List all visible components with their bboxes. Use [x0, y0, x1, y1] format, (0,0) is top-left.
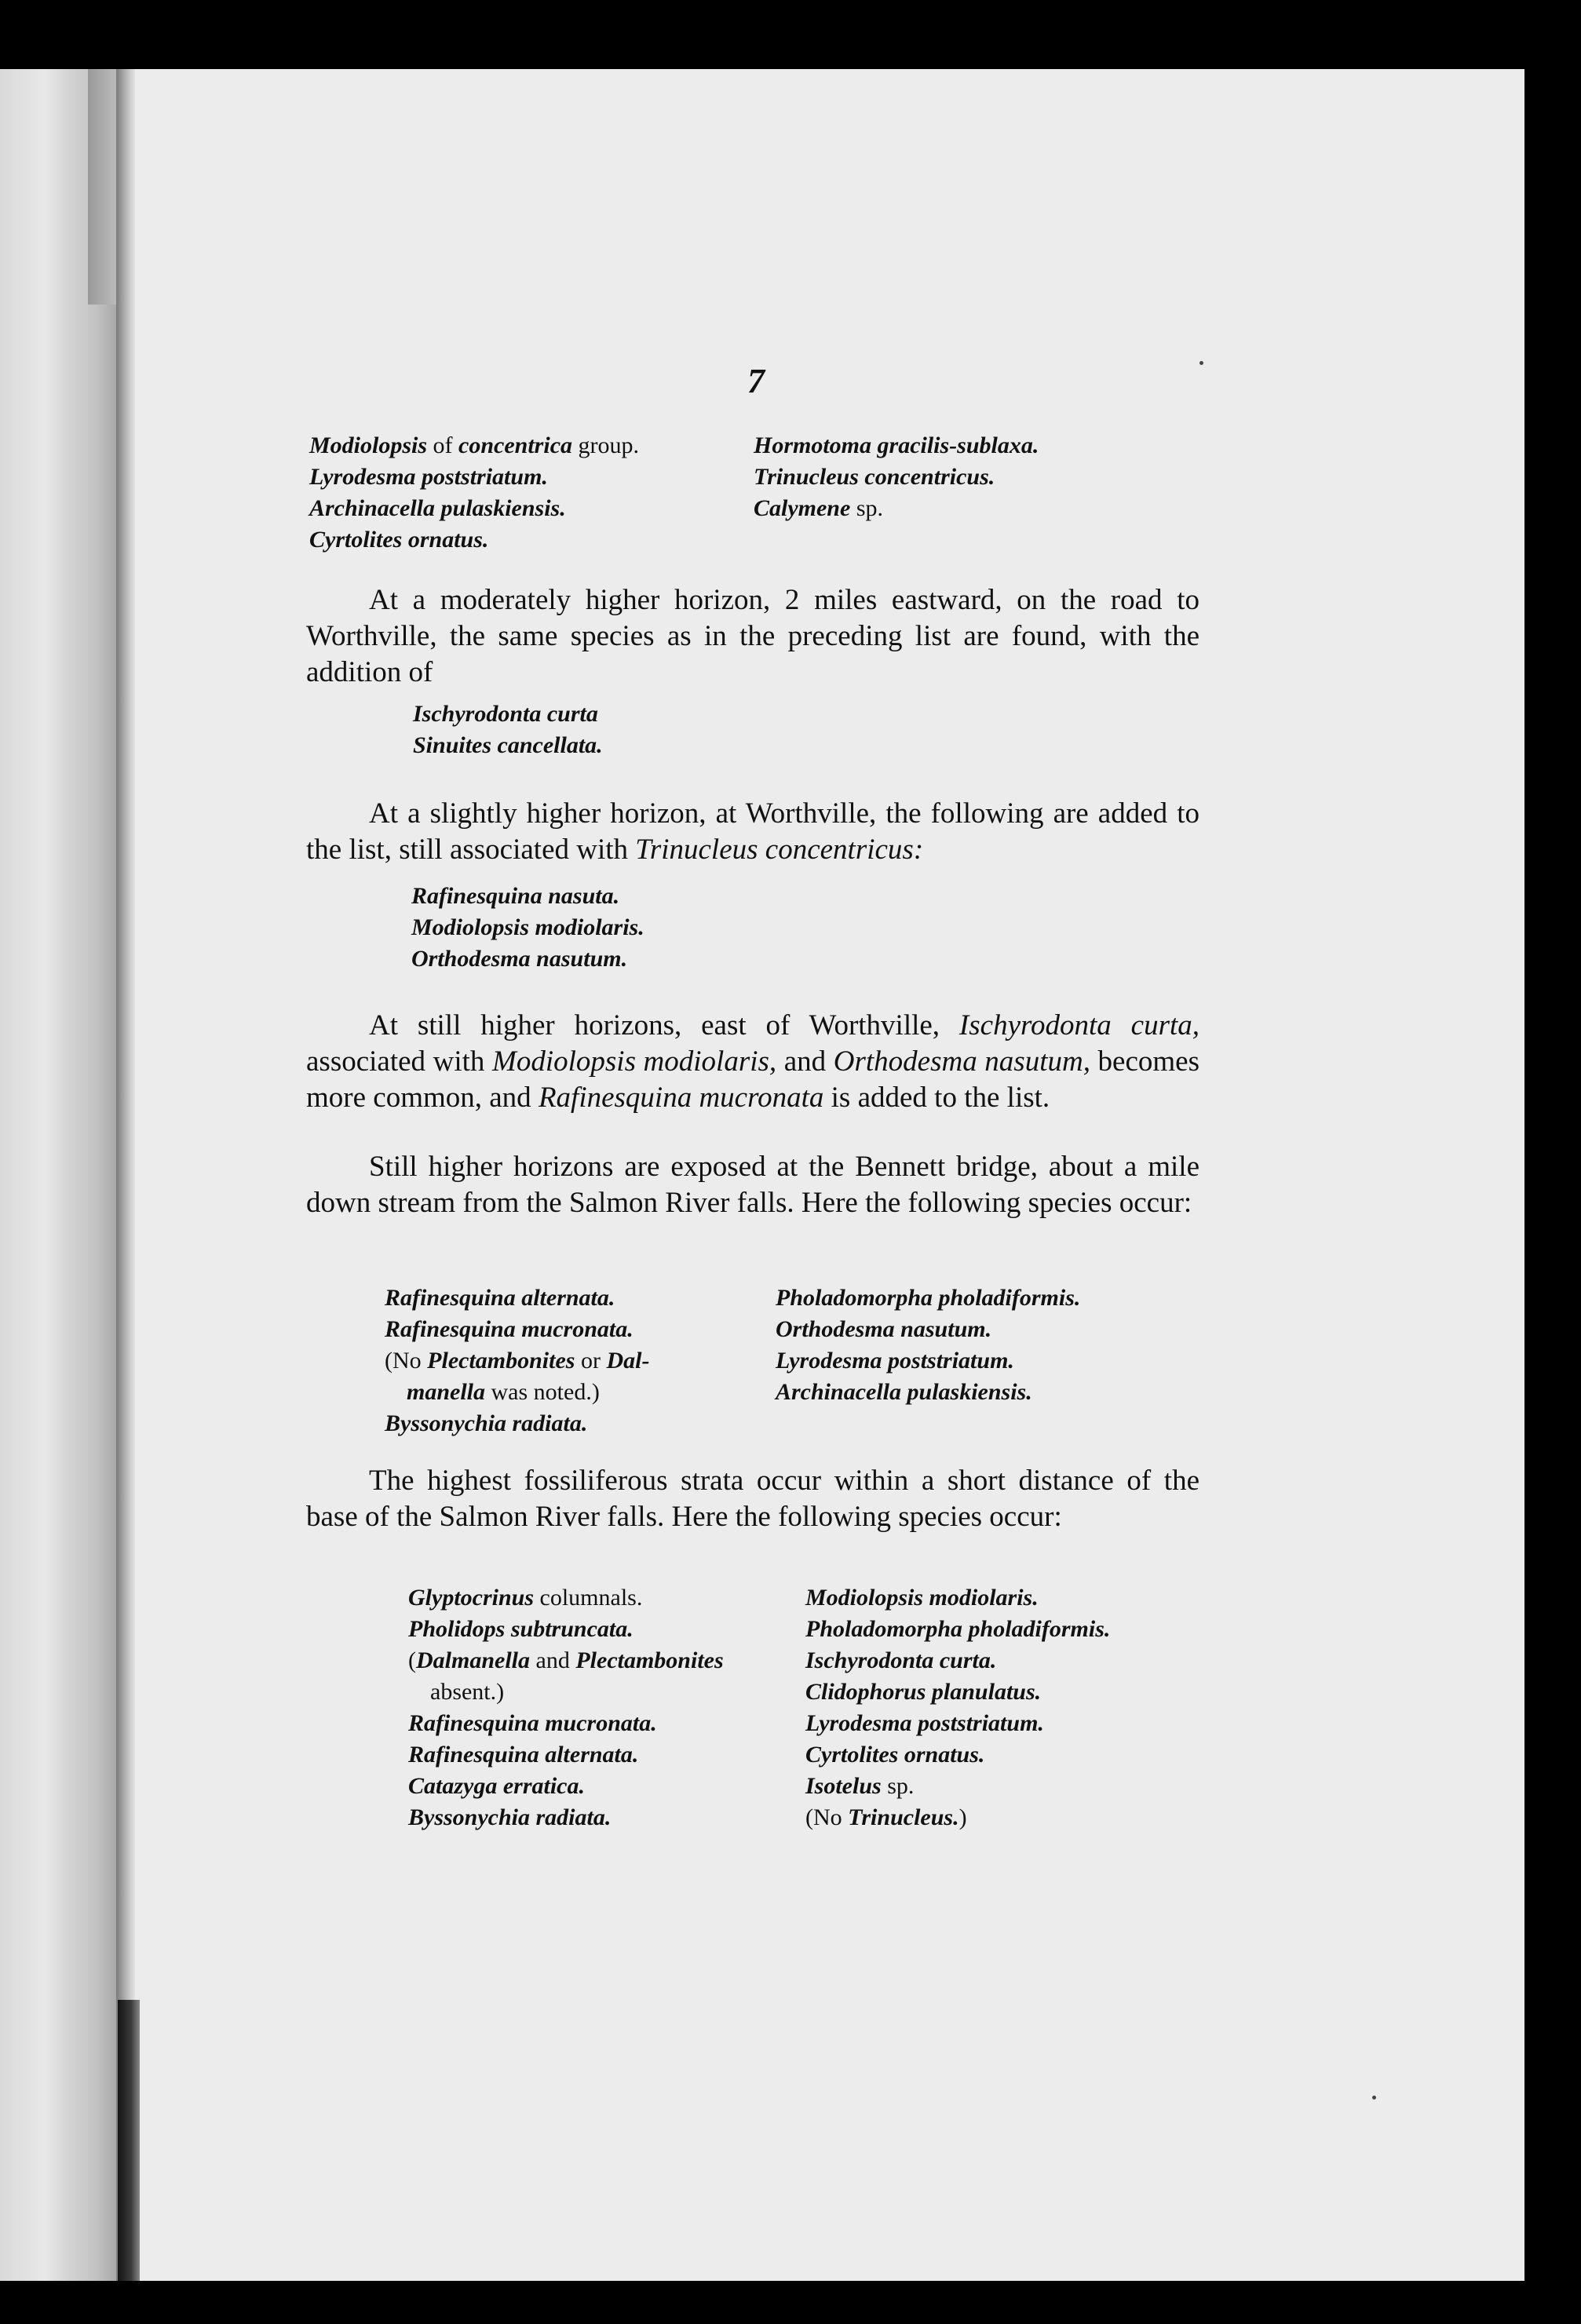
- species-entry: [385, 1345, 649, 1377]
- species-entry: [754, 493, 1039, 524]
- species-entry: Ischyrodonta curta.: [805, 1647, 997, 1673]
- species-entry: [408, 1582, 724, 1614]
- genus-name: Plectambonites: [427, 1348, 575, 1374]
- entry-prefix: (No: [385, 1348, 428, 1374]
- entry-suffix: columnals.: [534, 1585, 643, 1611]
- species-list-4-right: [776, 1282, 1080, 1408]
- species-list-1-right: [754, 430, 1039, 524]
- species-entry: [385, 1377, 649, 1408]
- page-number: 7: [747, 362, 765, 400]
- species-name: concentrica: [458, 432, 573, 458]
- species-name: Plectambonites: [575, 1647, 724, 1673]
- species-list-5-right: [805, 1582, 1110, 1833]
- species-entry: Pholadomorpha pholadiformis.: [805, 1616, 1111, 1642]
- species-entry: Rafinesquina mucronata.: [408, 1710, 657, 1736]
- genus-name: Modiolopsis: [309, 432, 428, 458]
- species-list-2: [413, 699, 603, 761]
- species-list-5-left: [408, 1582, 724, 1833]
- species-entry: Orthodesma nasutum.: [776, 1316, 992, 1342]
- genus-name: Glyptocrinus: [408, 1585, 535, 1611]
- species-entry: Byssonychia radiata.: [385, 1410, 588, 1436]
- entry-connector: and: [530, 1647, 576, 1673]
- genus-name: Trinucleus.: [848, 1804, 959, 1830]
- genus-name: Calymene: [754, 495, 851, 521]
- species-entry: Byssonychia radiata.: [408, 1804, 612, 1830]
- species-entry: Modiolopsis modiolaris.: [411, 914, 644, 940]
- entry-suffix: sp.: [881, 1773, 915, 1799]
- species-entry: Lyrodesma poststriatum.: [805, 1710, 1044, 1736]
- book-page: [0, 69, 1524, 2281]
- scan-speck: [1372, 2096, 1376, 2100]
- entry-prefix: (: [408, 1647, 416, 1673]
- species-entry: [309, 430, 639, 462]
- species-entry: [408, 1676, 724, 1708]
- species-entry: Orthodesma nasutum.: [411, 946, 628, 972]
- paragraph-5: The highest fossiliferous strata occur within a short distance of the base of the Salmon River falls. Here the following species occur:: [306, 1465, 1199, 1533]
- entry-suffix: absent.): [430, 1679, 505, 1705]
- species-entry: [805, 1771, 1110, 1802]
- species-entry: Lyrodesma poststriatum.: [309, 464, 548, 490]
- species-entry: Clidophorus planulatus.: [805, 1679, 1042, 1705]
- entry-suffix: ): [958, 1804, 967, 1830]
- entry-connector: or: [575, 1348, 607, 1374]
- entry-suffix: was noted.): [485, 1379, 600, 1405]
- paragraph-1: At a moderately higher horizon, 2 miles eastward, on the road to Worthville, the same species as in the preceding list are found, with the addition of: [306, 584, 1199, 688]
- species-entry: Pholidops subtruncata.: [408, 1616, 633, 1642]
- species-entry: Archinacella pulaskiensis.: [776, 1379, 1032, 1405]
- species-entry: Archinacella pulaskiensis.: [309, 495, 566, 521]
- page-text: [0, 69, 1524, 2281]
- entry-connector: of: [427, 432, 459, 458]
- species-list-4-left: [385, 1282, 649, 1439]
- species-entry: [805, 1802, 1110, 1833]
- species-entry: Hormotoma gracilis-sublaxa.: [754, 432, 1039, 458]
- paragraph-3: At still higher horizons, east of Worthville, Ischyrodonta curta, associated with Modiolopsis modiolaris, and Orthodesma nasutum, becomes more common, and Rafinesquina mucronata is added to the list.: [306, 1009, 1200, 1114]
- entry-prefix: (No: [805, 1804, 849, 1830]
- species-entry: Catazyga erratica.: [408, 1773, 585, 1799]
- genus-name: Isotelus: [805, 1773, 882, 1799]
- species-entry: Sinuites cancellata.: [413, 732, 603, 758]
- species-list-3: [411, 881, 644, 975]
- entry-suffix: sp.: [850, 495, 883, 521]
- species-entry: Trinucleus concentricus.: [754, 464, 995, 490]
- scan-speck: [1199, 361, 1203, 365]
- entry-suffix: group.: [572, 432, 640, 458]
- paragraph-2: At a slightly higher horizon, at Worthville, the following are added to the list, still associated with Trinucleus concentricus:: [306, 797, 1199, 866]
- species-entry: Cyrtolites ornatus.: [309, 527, 489, 553]
- species-entry: Pholadomorpha pholadiformis.: [776, 1285, 1081, 1311]
- species-entry: Lyrodesma poststriatum.: [776, 1348, 1014, 1374]
- species-entry: Rafinesquina nasuta.: [411, 883, 620, 909]
- species-entry: Ischyrodonta curta: [413, 701, 598, 727]
- species-entry: [408, 1645, 724, 1676]
- species-entry: Rafinesquina alternata.: [408, 1742, 639, 1768]
- species-entry: Rafinesquina alternata.: [385, 1285, 615, 1311]
- species-entry: Cyrtolites ornatus.: [805, 1742, 985, 1768]
- genus-name: manella: [407, 1379, 486, 1405]
- genus-name: Dalmanella: [416, 1647, 531, 1673]
- species-name: Dal-: [606, 1348, 650, 1374]
- species-entry: Rafinesquina mucronata.: [385, 1316, 633, 1342]
- species-entry: Modiolopsis modiolaris.: [805, 1585, 1039, 1611]
- paragraph-4: Still higher horizons are exposed at the Bennett bridge, about a mile down stream from the Salmon River falls. Here the following species occur:: [306, 1151, 1199, 1219]
- species-list-1-left: [309, 430, 639, 556]
